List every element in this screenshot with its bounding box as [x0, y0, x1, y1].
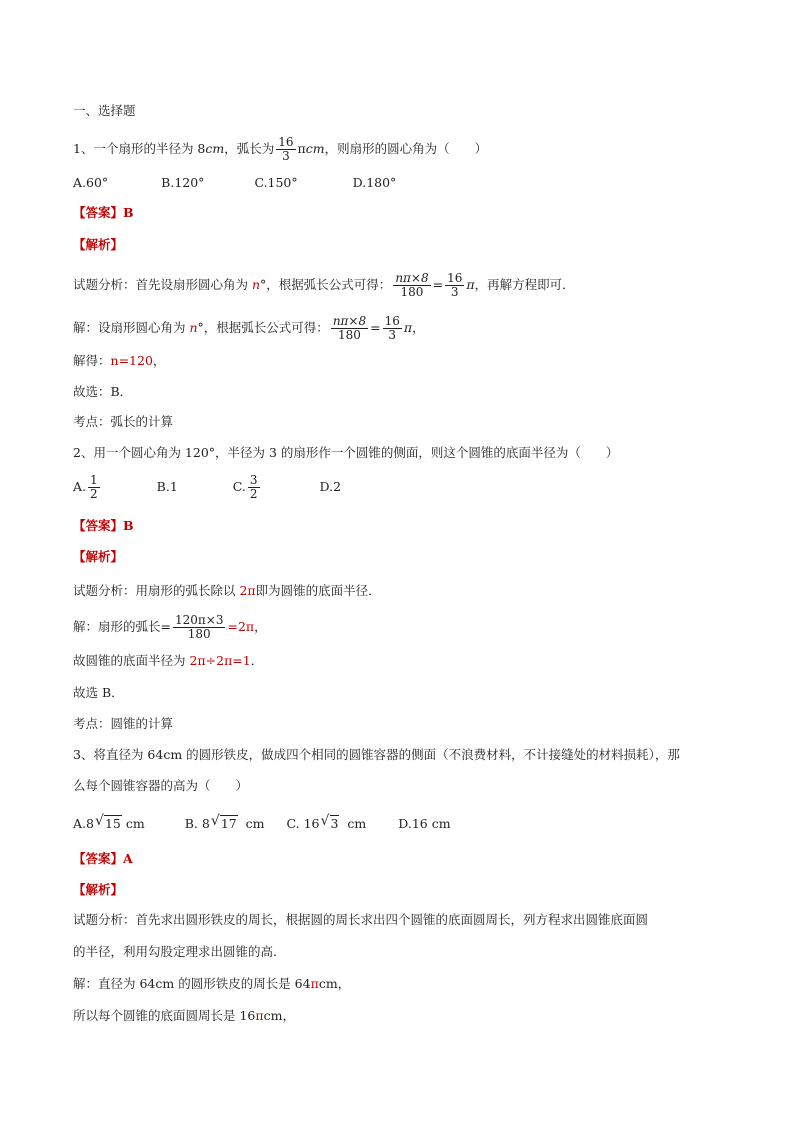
q1-solve-line [73, 353, 165, 369]
q2-result [73, 653, 263, 669]
q2-option-a-num: 1 [90, 473, 98, 487]
q3-option-b-unit: cm [245, 816, 265, 831]
q1-sol-c: ， [412, 320, 425, 335]
q1-unit: cm [205, 141, 225, 156]
q2-solution [73, 614, 267, 641]
q3-option-a-sqrt [94, 813, 122, 832]
q1-hint-rhs-fraction [445, 272, 464, 299]
q1-unit-2: cm [305, 141, 325, 156]
q1-hint-den: 180 [400, 285, 424, 299]
q2-option-a-den: 2 [90, 487, 98, 501]
q1-solve-label: 解得： [73, 353, 111, 368]
q3-stem-line2: 么每个圆锥容器的高为（ ） [73, 778, 249, 793]
q1-rhs-num: 16 [447, 271, 463, 285]
q1-sol-eq: = [370, 320, 381, 335]
q2-option-c-num: 3 [249, 473, 258, 487]
q2-sol-end: ， [254, 619, 267, 634]
q1-rhs-den: 3 [450, 285, 459, 299]
q3-option-c-unit: cm [347, 816, 367, 831]
q3-option-b-pre: B. 8 [184, 816, 210, 831]
q2-option-a-fraction [88, 474, 100, 501]
q1-point: 考点：弧长的计算 [73, 414, 174, 429]
q3-sol1-a: 解：直径为 64cm 的圆形铁皮的周长是 64 [73, 976, 311, 991]
q2-option-c-fraction [248, 474, 260, 501]
q1-sol-b: °，根据弧长公式可得： [197, 320, 329, 335]
q3-option-c-pre: C. 16 [286, 816, 320, 831]
q1-answer: 【答案】B [73, 205, 134, 220]
q2-option-c-label: C. [232, 479, 246, 494]
q3-option-a-unit: cm [125, 816, 145, 831]
q2-sol-num: 120π×3 [174, 613, 224, 627]
q1-sol-den: 180 [338, 328, 361, 342]
q2-sol-red: =2π [227, 619, 255, 634]
q1-hint-a: 试题分析：首先设扇形圆心角为 [73, 277, 252, 292]
q3-option-a-pre: A.8 [73, 816, 94, 831]
q2-analysis-label: 【解析】 [73, 549, 124, 564]
q3-option-b-radicand: 17 [220, 816, 237, 831]
section-title: 一、选择题 [73, 103, 136, 118]
q3-option-a-radicand: 15 [104, 816, 121, 831]
q1-sol-fraction [331, 315, 368, 342]
q3-sol2-a: 所以每个圆锥的底面圆周长是 16 [73, 1008, 256, 1023]
q2-res-red: 2π÷2π=1 [189, 653, 251, 668]
q1-stem-a: 1、一个扇形的半径为 8 [73, 141, 206, 156]
q2-res-a: 故圆锥的底面半径为 [73, 653, 190, 668]
q1-option-c: C.150° [254, 175, 298, 190]
q1-arc-fraction [276, 136, 295, 163]
q1-solve-end: ， [152, 353, 166, 368]
q3-answer: 【答案】A [73, 851, 133, 866]
q3-option-d: D.16 cm [398, 816, 451, 831]
q1-frac-num: 16 [278, 135, 294, 149]
q1-frac-den: 3 [282, 149, 290, 163]
q2-hint-red: 2π [239, 583, 256, 598]
q3-hint-line2: 的半径，利用勾股定理求出圆锥的高. [73, 944, 277, 959]
q1-stem-c: ，则扇形的圆心角为（ ） [324, 141, 488, 156]
q1-sol-rhs-pi: π [403, 320, 413, 335]
q2-option-b: B.1 [156, 479, 178, 494]
q1-option-a: A.60° [73, 175, 109, 190]
q1-sol-rhs-den: 3 [388, 328, 397, 342]
q1-solution [73, 315, 425, 342]
q2-choose: 故选 B． [73, 685, 124, 700]
q2-hint-b: 即为圆锥的底面半径． [255, 583, 381, 598]
q1-hint-b: °，根据弧长公式可得： [260, 277, 392, 292]
q1-hint-num: nπ×8 [395, 271, 429, 285]
q3-hint-line1: 试题分析：首先求出圆形铁皮的周长，根据圆的周长求出四个圆锥的底面圆周长，列方程求出圆锥底面圆 [73, 912, 649, 927]
q3-option-c-sqrt [320, 813, 340, 832]
q3-sol2-b: cm， [263, 1008, 295, 1023]
q1-choose: 故选：B． [73, 384, 133, 399]
q2-res-end: ． [250, 653, 264, 668]
q2-options [73, 474, 341, 501]
q3-options [73, 813, 451, 832]
q1-hint-eq: = [432, 277, 444, 292]
q1-rhs-pi: π [466, 277, 475, 292]
q3-sol1-pi: π [310, 976, 319, 991]
sqrt-icon: √ [94, 813, 104, 829]
q3-solution-line1 [73, 976, 350, 992]
q1-sol-var: n [189, 320, 198, 335]
q2-option-c-den: 2 [249, 487, 258, 501]
q2-option-a-label: A. [73, 479, 87, 494]
q2-option-d: D.2 [319, 479, 342, 494]
q2-point: 考点：圆锥的计算 [73, 716, 174, 731]
q1-hint [73, 272, 575, 299]
q1-hint-var: n [251, 277, 261, 292]
q2-sol-a: 解：扇形的弧长= [73, 619, 171, 634]
q3-solution-line2 [73, 1008, 295, 1024]
q2-sol-fraction [173, 614, 225, 641]
q2-hint-a: 试题分析：用扇形的弧长除以 [73, 583, 240, 598]
q1-stem-b: ，弧长为 [224, 141, 275, 156]
q1-sol-a: 解：设扇形圆心角为 [73, 320, 190, 335]
q1-sol-rhs-num: 16 [384, 314, 400, 328]
sqrt-icon: √ [210, 813, 220, 829]
q1-sol-rhs-fraction [383, 315, 402, 342]
q2-answer: 【答案】B [73, 518, 134, 533]
q3-stem-line1: 3、将直径为 64cm 的圆形铁皮，做成四个相同的圆锥容器的侧面（不浪费材料，不计接缝处的材料损耗），那 [73, 747, 680, 762]
q3-option-c-radicand: 3 [330, 816, 339, 831]
q2-stem: 2、用一个圆心角为 120°，半径为 3 的扇形作一个圆锥的侧面，则这个圆锥的底面半径为（ ） [73, 445, 619, 460]
q1-hint-c: ，再解方程即可． [474, 277, 575, 292]
q2-hint [73, 583, 381, 599]
q1-sol-num: nπ×8 [332, 314, 367, 328]
q1-hint-fraction [393, 272, 430, 299]
q1-options [73, 175, 396, 191]
sqrt-icon: √ [320, 813, 330, 829]
q3-sol1-b: cm， [318, 976, 351, 991]
q2-sol-den: 180 [187, 627, 211, 641]
q3-analysis-label: 【解析】 [73, 882, 124, 897]
q3-sol2-pi: π [255, 1008, 264, 1023]
q1-analysis-label: 【解析】 [73, 237, 124, 252]
q1-option-d: D.180° [352, 175, 397, 190]
q3-option-b-sqrt [210, 813, 238, 832]
q1-pi: π [297, 141, 306, 156]
q1-stem [73, 136, 487, 163]
q1-option-b: B.120° [161, 175, 205, 190]
q1-solve-value: n=120 [110, 353, 153, 368]
